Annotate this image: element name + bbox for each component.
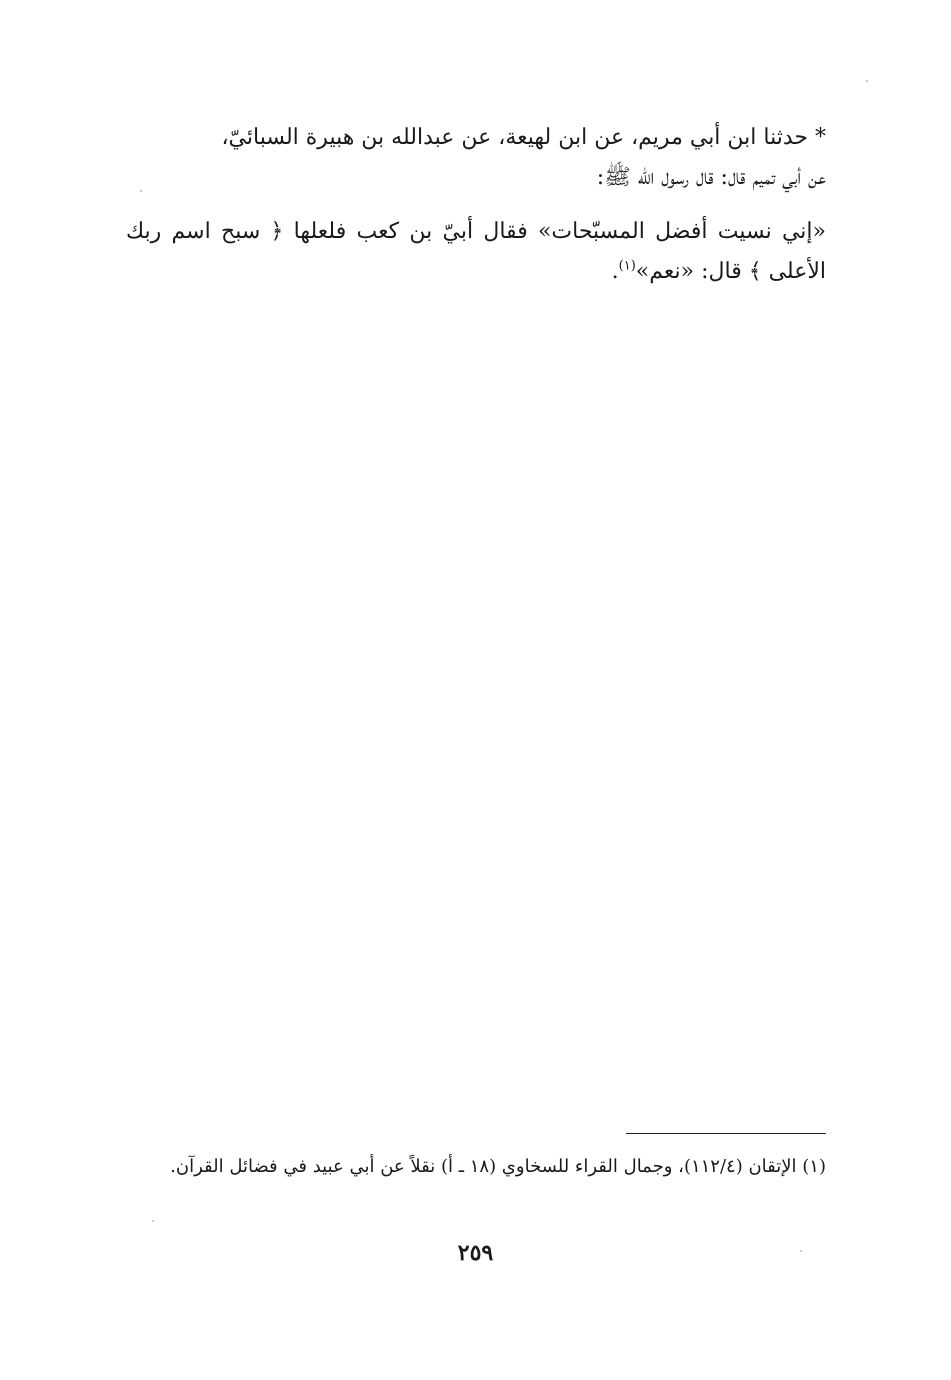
hadith-text: «إني نسيت أفضل المسبّحات» فقال أبيّ بن كعب فلعلها ﴿ سبح اسم ربك الأعلى ﴾ قال: «نعم» xyxy=(126,219,826,284)
scan-speck xyxy=(140,190,142,192)
hadith-text-paragraph xyxy=(126,212,826,292)
hadith-chain-paragraph xyxy=(126,118,826,198)
scan-speck xyxy=(866,80,868,82)
sentence-end: . xyxy=(611,259,619,284)
footnote-separator xyxy=(626,1133,826,1134)
scan-speck xyxy=(152,1220,154,1222)
hadith-chain-line-1: * حدثنا ابن أبي مريم، عن ابن لهيعة، عن عبدالله بن هبيرة السبائيّ، xyxy=(221,125,826,150)
scan-speck xyxy=(800,1250,802,1252)
hadith-chain-line-2: عن أبي تميم قال: قال رسول الله ﷺ: xyxy=(596,165,826,190)
main-text-block xyxy=(126,118,826,306)
footnote-reference[interactable]: (١) xyxy=(618,258,636,274)
page-number: ٢٥٩ xyxy=(457,1240,494,1266)
footnote: (١) الإتقان (١١٢/٤)، وجمال القراء للسخاوي (١٨ ـ أ) نقلاً عن أبي عبيد في فضائل القرآن. xyxy=(170,1156,826,1177)
